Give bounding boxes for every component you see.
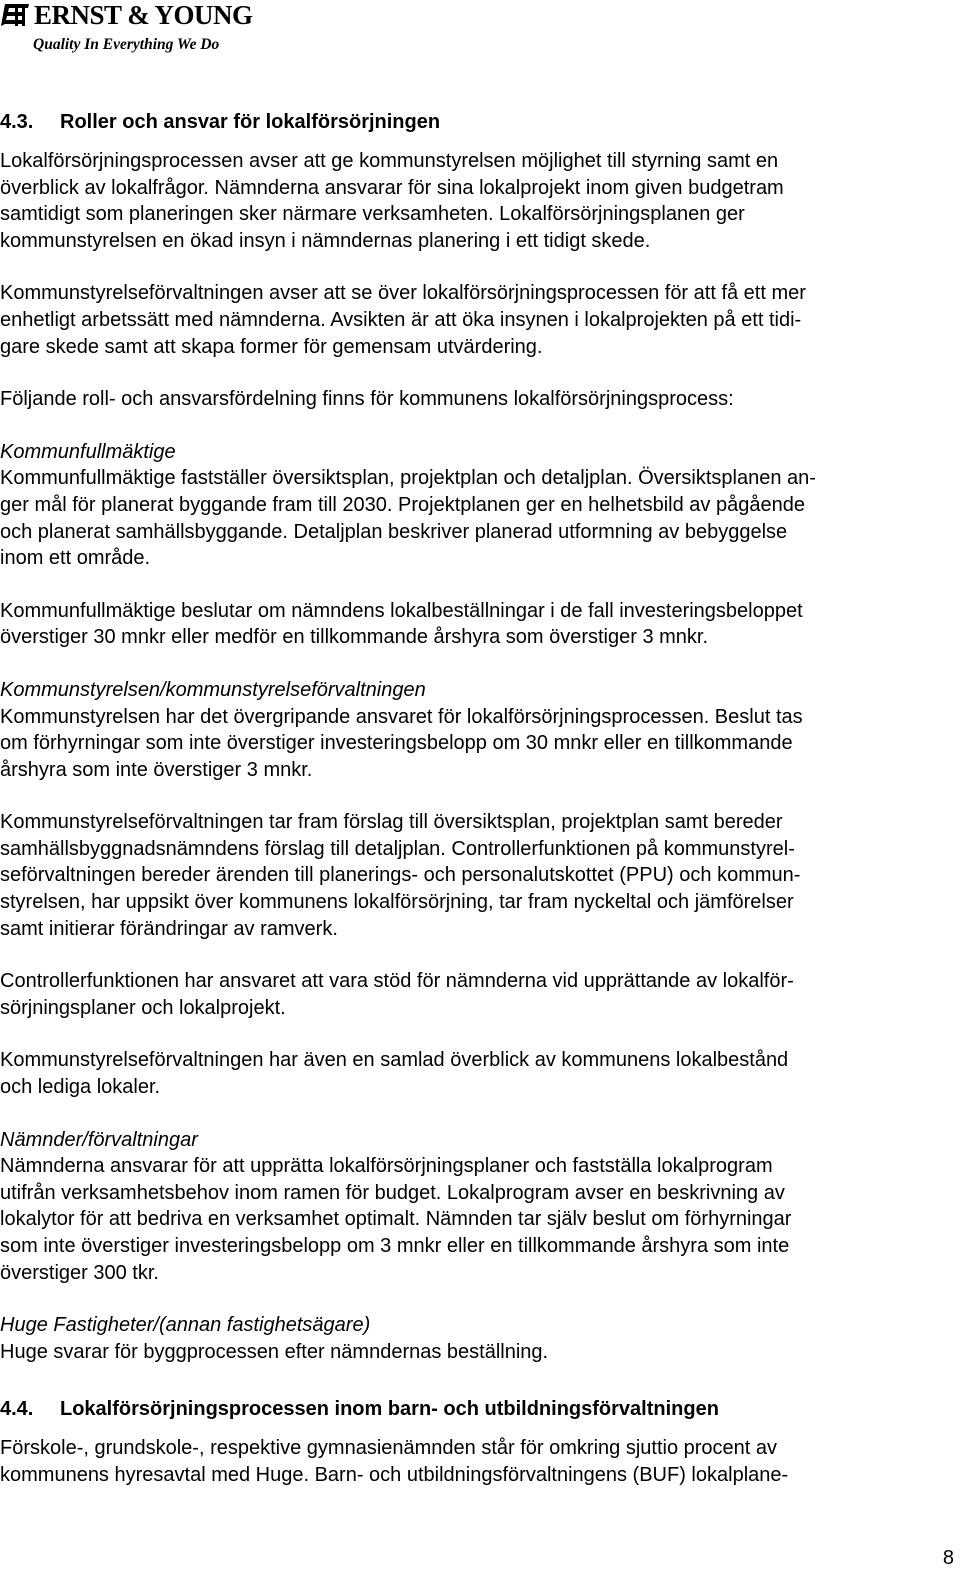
subheading-kommunstyrelsen: Kommunstyrelsen/kommunstyrelseförvaltningen <box>0 678 426 701</box>
subheading-namnder: Nämnder/förvaltningar <box>0 1128 198 1151</box>
paragraph: Kommunfullmäktige fastställer översiktsplan, projektplan och detaljplan. Översiktsplanen an- ger mål för planerat byggande fram till 2030. Projektplanen ger en helhetsbild av pågående och planerat samhällsbyggande. Detaljplan beskriver planerad utformning av bebyggelse inom ett område. <box>0 467 816 570</box>
main-content <box>0 108 930 1489</box>
subheading-kommunfullmaktige: Kommunfullmäktige <box>0 440 176 463</box>
page-number: 8 <box>942 1547 954 1569</box>
section-title: Lokalförsörjningsprocessen inom barn- och utbildningsförvaltningen <box>60 1398 719 1421</box>
paragraph: Kommunstyrelseförvaltningen avser att se över lokalförsörjningsprocessen för att få ett mer enhetligt arbetssätt med nämnderna. Avsikten är att öka insynen i lokalprojekten på ett tidi- gare skede samt att skapa former för gemensam utvärdering. <box>0 282 806 358</box>
company-logo <box>0 0 260 60</box>
paragraph: Kommunstyrelseförvaltningen tar fram förslag till översiktsplan, projektplan samt bereder samhällsbyggnadsnämndens förslag till detaljplan. Controllerfunktionen på kommunstyrel- seförvaltningen bereder ärenden till planerings- och personalutskottet (PPU) och kommun- styrelsen, har uppsikt över kommunens lokalförsörjning, tar fram nyckeltal och jämförelser samt initierar förändringar av ramverk. <box>0 811 801 940</box>
paragraph: Controllerfunktionen har ansvaret att vara stöd för nämnderna vid upprättande av lokalför- sörjningsplaner och lokalprojekt. <box>0 970 794 1019</box>
section-number: 4.4. <box>0 1398 34 1421</box>
section-number: 4.3. <box>0 111 34 133</box>
company-name: ERNST & YOUNG <box>34 0 253 30</box>
section-title: Roller och ansvar för lokalförsörjningen <box>60 111 441 133</box>
section-heading-4-4 <box>0 1395 930 1423</box>
paragraph: Nämnderna ansvarar för att upprätta lokalförsörjningsplaner och fastställa lokalprogram utifrån verksamhetsbehov inom ramen för budget. Lokalprogram avser en beskrivning av lokalytor för att bedriva en verksamhet optimalt. Nämnden tar själv beslut om förhyrningar som inte överstiger investeringsbelopp om 3 mnkr eller en tillkommande årshyra som inte överstiger 300 tkr. <box>0 1155 792 1284</box>
paragraph: Lokalförsörjningsprocessen avser att ge kommunstyrelsen möjlighet till styrning samt en överblick av lokalfrågor. Nämnderna ansvarar för sina lokalprojekt inom given budgetram samtidigt som planeringen sker närmare verksamheten. Lokalförsörjningsplanen ger kommunstyrelsen en ökad insyn i nämndernas planering i ett tidigt skede. <box>0 150 784 252</box>
paragraph: Huge svarar för byggprocessen efter nämndernas beställning. <box>0 1340 549 1363</box>
paragraph: Förskole-, grundskole-, respektive gymnasienämnden står för omkring sjuttio procent av kommunens hyresavtal med Huge. Barn- och utbildningsförvaltningens (BUF) lokalplane- <box>0 1437 789 1486</box>
paragraph: Kommunfullmäktige beslutar om nämndens lokalbeställningar i de fall investeringsbeloppet överstiger 30 mnkr eller medför en tillkommande årshyra som överstiger 3 mnkr. <box>0 599 803 649</box>
paragraph: Kommunstyrelsen har det övergripande ansvaret för lokalförsörjningsprocessen. Beslut tas om förhyrningar som inte överstiger investeringsbelopp om 30 mnkr eller en tillkommande årshyra som inte överstiger 3 mnkr. <box>0 705 803 781</box>
subheading-huge: Huge Fastigheter/(annan fastighetsägare) <box>0 1314 371 1337</box>
paragraph: Kommunstyrelseförvaltningen har även en samlad överblick av kommunens lokalbestånd och lediga lokaler. <box>0 1049 789 1099</box>
section-heading-4-3 <box>0 108 930 136</box>
ey-logo-icon <box>1 4 29 26</box>
paragraph: Följande roll- och ansvarsfördelning finns för kommunens lokalförsörjningsprocess: <box>0 388 734 411</box>
company-tagline: Quality In Everything We Do <box>33 36 220 53</box>
